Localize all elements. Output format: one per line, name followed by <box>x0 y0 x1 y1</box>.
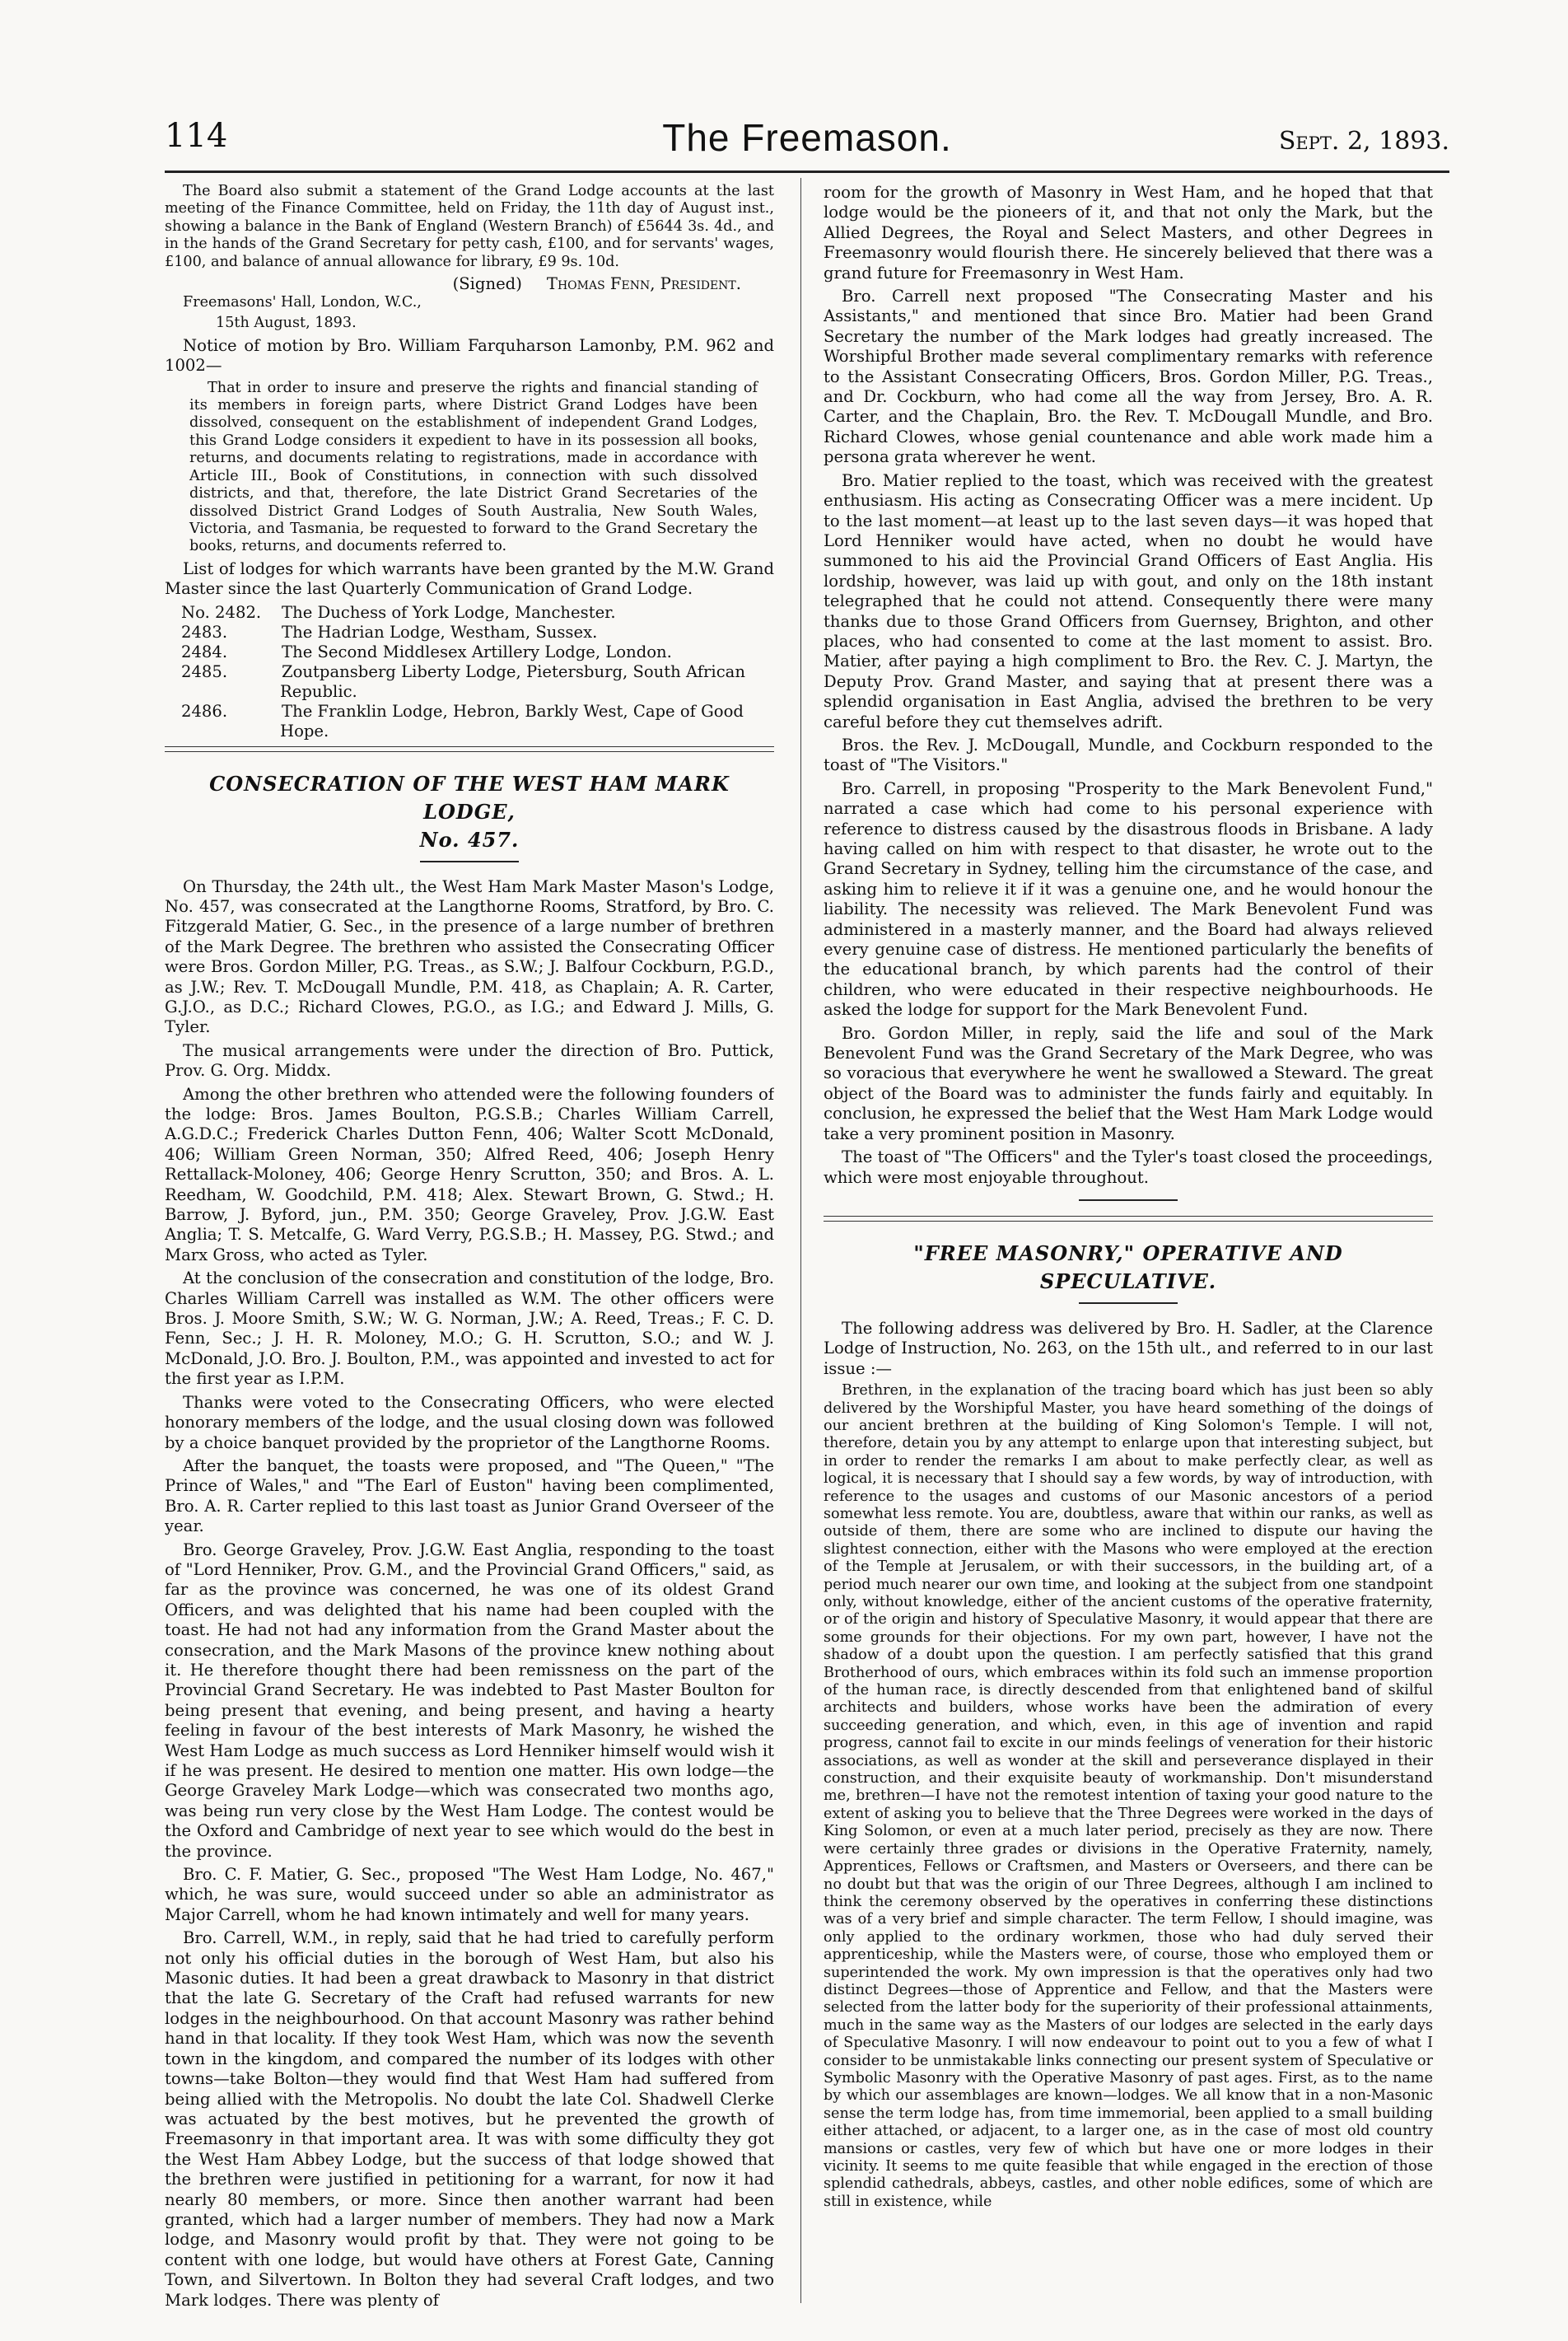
article-paragraph: Bro. Carrell next proposed "The Consecrating Master and his Assistants," and mentioned that since Bro. Matier had been Grand Secretary the number of the Mark lodges had greatly increased. The Worshipful Brother made several complimentary remarks with reference to the Assistant Consecrating Officers, Bros. Gordon Miller, P.G. Treas., and Dr. Cockburn, who had come all the way from Jersey, Bro. A. R. Carter, and the Chaplain, Bro. the Rev. T. McDougall Mundle, and Bro. Richard Clowes, whose genial countenance and able work made him a persona grata wherever he went. <box>824 287 1433 467</box>
journal-title: The Freemason. <box>662 116 952 159</box>
article-paragraph: The musical arrangements were under the direction of Bro. Puttick, Prov. G. Org. Middx. <box>165 1040 774 1081</box>
free-masonry-heading: "FREE MASONRY," OPERATIVE AND SPECULATIVE. <box>913 1241 1343 1293</box>
heading-rule <box>420 861 519 862</box>
article-paragraph: Bro. George Graveley, Prov. J.G.W. East Anglia, responding to the toast of "Lord Henniker, Prov. G.M., and the Provincial Grand Officers," said, as far as the province was concerned, he was one of its oldest Grand Officers, and was delighted that his name had been coupled with the toast. He had not had any information from the Grand Master about the consecration, and the Mark Masons of the province knew nothing about it. He therefore thought there had been remissness on the part of the Provincial Grand Secretary. He was indebted to Past Master Boulton for being present that evening, and being present, and having a hearty feeling in favour of the best interests of Mark Masonry, he wished the West Ham Lodge as much success as Lord Henniker himself would wish it if he was present. He desired to mention one matter. His own lodge—the George Graveley Mark Lodge—which was consecrated two months ago, was being run very close by the West Ham Lodge. The contest would be the Oxford and Cambridge of next year to see which would do the best in the province. <box>165 1540 774 1861</box>
signed-label: (Signed) <box>452 274 522 294</box>
signature-line <box>165 274 774 294</box>
column-divider <box>800 178 801 2303</box>
list-item <box>165 662 774 702</box>
article-paragraph: Thanks were voted to the Consecrating Officers, who were elected honorary members of the lodge, and the usual closing down was followed by a choice banquet provided by the proprietor of the Langthorne Rooms. <box>165 1392 774 1452</box>
warrant-name: The Franklin Lodge, Hebron, Barkly West, Cape of Good Hope. <box>280 701 744 741</box>
article-paragraph: At the conclusion of the consecration and constitution of the lodge, Bro. Charles William Carrell was installed as W.M. The other officers were Bros. J. Moore Smith, S.W.; W. G. Norman, J.W.; A. Reed, Treas.; F. C. D. Fenn, Sec.; J. H. R. Moloney, M.O.; G. H. Scrutton, S.O.; and W. J. McDonald, J.O. Bro. J. Boulton, P.M., was appointed and invested to act for the first year as I.P.M. <box>165 1269 774 1389</box>
heading-rule <box>1079 1302 1178 1304</box>
warrant-number: 2484. <box>181 642 228 661</box>
left-column <box>165 183 774 2308</box>
warrant-name: Zoutpansberg Liberty Lodge, Pietersburg, South African Republic. <box>280 661 745 701</box>
consecration-heading-line1: CONSECRATION OF THE WEST HAM MARK LODGE, <box>209 771 730 824</box>
hall-address: Freemasons' Hall, London, W.C., <box>183 294 422 311</box>
section-divider <box>824 1216 1433 1222</box>
right-column <box>824 183 1433 2308</box>
warrant-list <box>165 603 774 741</box>
warrant-name: The Duchess of York Lodge, Manchester. <box>282 602 616 622</box>
article-paragraph: The toast of "The Officers" and the Tyler's toast closed the proceedings, which were most enjoyable throughout. <box>824 1147 1433 1187</box>
article-paragraph: room for the growth of Masonry in West Ham, and he hoped that that lodge would be the pioneers of it, and that not only the Mark, but the Allied Degrees, the Royal and Select Masters, and other Degrees in Freemasonry would flourish there. He sincerely believed that there was a grand future for Freemasonry in West Ham. <box>824 183 1433 283</box>
list-item <box>165 642 774 662</box>
consecration-heading-line2: No. 457. <box>419 827 520 852</box>
article-paragraph: Among the other brethren who attended were the following founders of the lodge: Bros. James Boulton, P.G.S.B.; Charles William Carrell, A.G.D.C.; Frederick Charles Dutton Fenn, 406; Walter Scott McDonald, 406; William Green Norman, 350; Alfred Reed, 406; Joseph Henry Rettallack-Moloney, 406; George Henry Scrutton, 350; and Bros. A. L. Reedham, W. Goodchild, P.M. 418; Alex. Stewart Brown, G. Stwd.; H. Barrow, J. Byford, jun., P.M. 350; George Graveley, Prov. J.G.W. East Anglia; T. S. Metcalfe, G. Ward Verry, P.G.S.B.; H. Massey, P.G. Stwd.; and Marx Gross, who acted as Tyler. <box>165 1084 774 1264</box>
header-rule <box>165 171 1449 173</box>
motion-block <box>165 380 774 556</box>
list-item <box>165 603 774 623</box>
article-paragraph: Bro. C. F. Matier, G. Sec., proposed "The West Ham Lodge, No. 467," which, he was sure, would succeed under so able an administrator as Major Carrell, whom he had known intimately and well for many years. <box>165 1865 774 1924</box>
motion-text: That in order to insure and preserve the rights and financial standing of its members in foreign parts, where District Grand Lodges have been dissolved, consequent on the establishment of independent Grand Lodges, this Grand Lodge considers it expedient to have in its possession all books, returns, and documents relating to registrations, made in accordance with Article III., Book of Constitutions, in connection with such dissolved districts, and that, therefore, the late District Grand Secretaries of the dissolved District Grand Lodges of South Australia, New South Wales, Victoria, and Tasmania, be requested to forward to the Grand Secretary the books, returns, and documents referred to. <box>189 379 758 555</box>
article-paragraph: Bro. Gordon Miller, in reply, said the life and soul of the Mark Benevolent Fund was the Grand Secretary of the Mark Degree, who was so voracious that everywhere he went he swallowed a Steward. The great object of the Board was to administer the funds fairly and equitably. In conclusion, he expressed the belief that the West Ham Mark Lodge would take a very prominent position in Masonry. <box>824 1023 1433 1143</box>
warrant-name: The Hadrian Lodge, Westham, Sussex. <box>282 622 598 642</box>
consecration-heading <box>165 770 774 854</box>
article-paragraph: Bros. the Rev. J. McDougall, Mundle, and Cockburn responded to the toast of "The Visitors." <box>824 735 1433 775</box>
notice-of-motion: Notice of motion by Bro. William Farquharson Lamonby, P.M. 962 and 1002— <box>165 335 774 376</box>
warrant-name: The Second Middlesex Artillery Lodge, London. <box>282 642 672 661</box>
free-masonry-intro: The following address was delivered by Bro. H. Sadler, at the Clarence Lodge of Instruction, No. 263, on the 15th ult., and referred to in our last issue :— <box>824 1318 1433 1378</box>
issue-date: Sept. 2, 1893. <box>1278 127 1449 156</box>
board-statement: The Board also submit a statement of the Grand Lodge accounts at the last meeting of the Finance Committee, held on Friday, the 11th day of August inst., showing a balance in the Bank of England (Western Branch) of £5644 3s. 4d., and in the hands of the Grand Secretary for petty cash, £100, and for servants' wages, £100, and balance of annual allowance for library, £9 9s. 10d. <box>165 183 774 270</box>
warrant-number: 2483. <box>181 622 228 642</box>
hall-date: 15th August, 1893. <box>216 315 357 332</box>
masthead <box>165 115 1449 173</box>
list-item <box>165 702 774 741</box>
page-number: 114 <box>165 117 228 155</box>
article-paragraph: Bro. Carrell, in proposing "Prosperity to the Mark Benevolent Fund," narrated a case which had come to his personal experience with reference to distress caused by the disastrous floods in Brisbane. A lady having called on him with respect to that disaster, he wrote out to the Grand Secretary in Sydney, telling him the circumstance of the case, and asking him to relieve it if it was a genuine one, and he would honour the liability. The necessity was relieved. The Mark Benevolent Fund was administered in a masterly manner, and the Board had always relieved every genuine case of distress. He mentioned particularly the benefits of the educational branch, by which parents had the control of their children, who were educated in their respective neighbourhoods. He asked the lodge for support for the Mark Benevolent Fund. <box>824 778 1433 1020</box>
article-paragraph: On Thursday, the 24th ult., the West Ham Mark Master Mason's Lodge, No. 457, was consecrated at the Langthorne Rooms, Stratford, by Bro. C. Fitzgerald Matier, G. Sec., in the presence of a large number of brethren of the Mark Degree. The brethren who assisted the Consecrating Officer were Bros. Gordon Miller, P.G. Treas., as S.W.; J. Balfour Cockburn, P.G.D., as J.W.; Rev. T. McDougall Mundle, P.M. 418, as Chaplain; A. R. Carter, G.J.O., as D.C.; Richard Clowes, P.G.O., as I.G.; and Edward J. Mills, G. Tyler. <box>165 876 774 1037</box>
warrant-number: 2486. <box>181 701 228 721</box>
list-item <box>165 623 774 642</box>
warrant-number: 2485. <box>181 661 228 681</box>
warrants-intro: List of lodges for which warrants have been granted by the M.W. Grand Master since the last Quarterly Communication of Grand Lodge. <box>165 558 774 599</box>
article-paragraph: Bro. Matier replied to the toast, which was received with the greatest enthusiasm. His acting as Consecrating Officer was a mere incident. Up to the last moment—at least up to the last seven days—it was hoped that Lord Henniker would have acted, when no doubt he would have summoned to his aid the Provincial Grand Officers of East Anglia. His lordship, however, was laid up with gout, and only on the 18th instant telegraphed that he could not attend. Consequently there were many thanks due to those Grand Officers from Guernsey, Brighton, and other places, who had consented to come at the last moment to assist. Bro. Matier, after paying a high compliment to Bro. the Rev. C. J. Martyn, the Deputy Prov. Grand Master, and saying that at present there was a splendid organisation in East Anglia, advised the brethren to be very careful before they cut themselves adrift. <box>824 470 1433 731</box>
free-masonry-body: Brethren, in the explanation of the tracing board which has just been so ably delivered by the Worshipful Master, you have heard something of the doings of our ancient brethren at the building of King Solomon's Temple. I will not, therefore, detain you by any attempt to enlarge upon that interesting subject, but in order to render the remarks I am about to make perfectly clear, as well as logical, it is necessary that I should say a few words, by way of introduction, with reference to the usages and customs of our Masonic ancestors of a period somewhat less remote. You are, doubtless, aware that within our ranks, as well as outside of them, there are some who are inclined to dispute our having the slightest connection, either with the Masons who were employed at the erection of the Temple at Jerusalem, or with their successors, in the building art, of a period much nearer our own time, and looking at the subject from one standpoint only, without knowledge, either of the ancient customs of the operative fraternity, or of the origin and history of Speculative Masonry, it would appear that there are some grounds for their objections. For my own part, however, I have not the shadow of a doubt upon the question. I am perfectly satisfied that this grand Brotherhood of ours, which embraces within its fold such an immense proportion of the human race, is directly descended from that enlightened band of skilful architects and builders, whose works have been the admiration of every succeeding generation, and which, even, in this age of invention and rapid progress, cannot fail to excite in our minds feelings of veneration for their historic associations, as well as wonder at the skill and perseverance displayed in their construction, and their exquisite beauty of workmanship. Don't misunderstand me, brethren—I have not the remotest intention of taxing your good nature to the extent of asking you to believe that the Three Degrees were worked in the days of King Solomon, or even at a much later period, precisely as they are now. There were certainly three grades or divisions in the Operative Fraternity, namely, Apprentices, Fellows or Craftsmen, and Masters or Overseers, and there can be no doubt but that was the origin of our Three Degrees, although I am inclined to think the ceremony observed by the operatives in conferring these distinctions was of a very brief and simple character. The term Fellow, I should imagine, was only applied to the ordinary workmen, those who had duly served their apprenticeship, while the Masters were, of course, those who employed them or superintended the work. My own impression is that the operatives only had two distinct Degrees—those of Apprentice and Fellow, and that the Masters were selected from the latter body for the superiority of their professional attainments, much in the same way as the Masters of our lodges are selected in the early days of Speculative Masonry. I will now endeavour to point out to you a few of what I consider to be unmistakable links connecting our present system of Speculative or Symbolic Masonry with the Operative Masonry of past ages. First, as to the name by which our assemblages are known—lodges. We all know that in a non-Masonic sense the term lodge has, from time immemorial, been applied to a small building either attached, or adjacent, to a larger one, as in the case of most old country mansions or castles, very few of which but have one or more lodges in their vicinity. It seems to me quite feasible that while engaged in the erection of those splendid cathedrals, abbeys, castles, and other noble edifices, some of which are still in existence, while <box>824 1382 1433 2210</box>
article-paragraph: After the banquet, the toasts were proposed, and "The Queen," "The Prince of Wales," and "The Earl of Euston" having been complimented, Bro. A. R. Carter replied to this last toast as Junior Grand Overseer of the year. <box>165 1456 774 1536</box>
article-paragraph: Bro. Carrell, W.M., in reply, said that he had tried to carefully perform not only his official duties in the borough of West Ham, but also his Masonic duties. It had been a great drawback to Masonry in that district that the late G. Secretary of the Craft had refused warrants for new lodges in the neighbourhood. On that account Masonry was rather behind hand in that locality. If they took West Ham, which was now the seventh town in the kingdom, and compared the number of its lodges with other towns—take Bolton—they would find that West Ham had suffered from being allied with the Metropolis. No doubt the late Col. Shadwell Clerke was actuated by the best motives, but he prevented the growth of Freemasonry in that important area. It was with some difficulty they got the West Ham Abbey Lodge, but the success of that lodge showed that the brethren were justified in petitioning for a warrant, for now it had nearly 80 members, or more. Since then another warrant had been granted, which had a larger number of members. They had now a Mark lodge, and Masonry would profit by that. They were not going to be content with one lodge, but would have others at Forest Gate, Canning Town, and Silvertown. In Bolton they had several Craft lodges, and two Mark lodges. There was plenty of <box>165 1928 774 2308</box>
section-divider <box>165 746 774 752</box>
warrant-number: No. 2482. <box>181 602 262 622</box>
end-rule <box>1079 1199 1178 1201</box>
signed-name: Thomas Fenn, President. <box>546 274 741 294</box>
